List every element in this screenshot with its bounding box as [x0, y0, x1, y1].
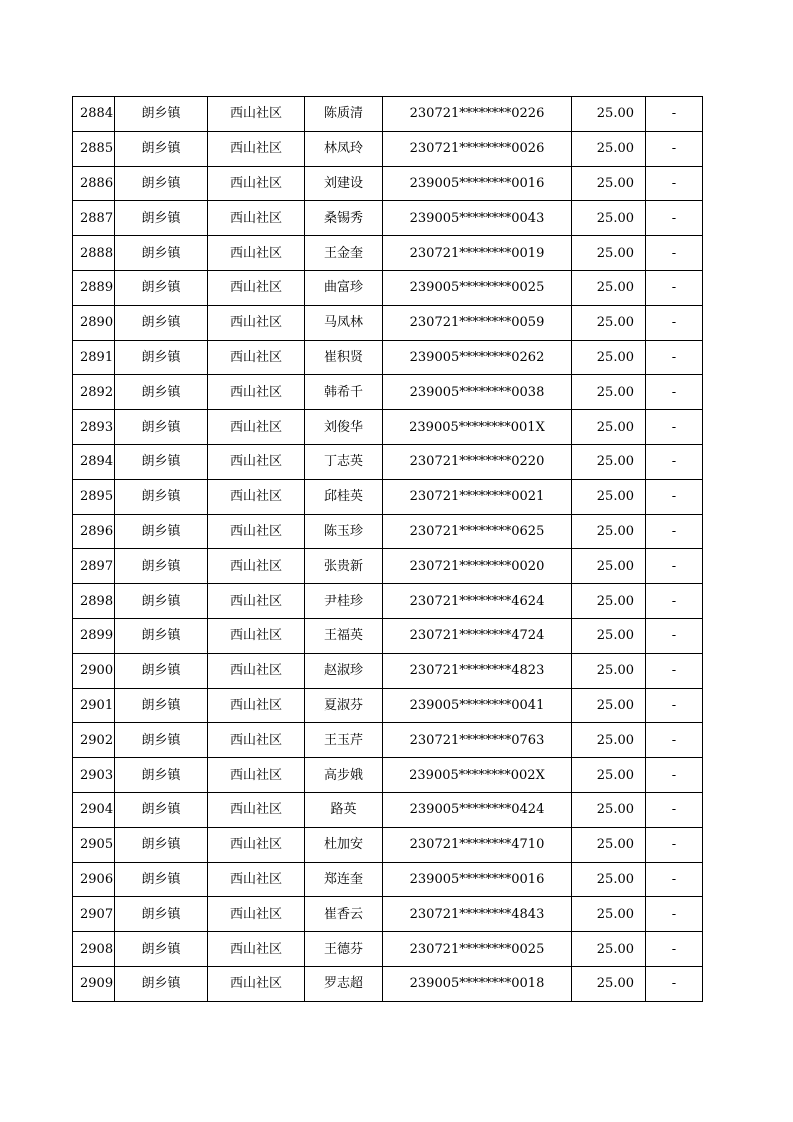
cell-id-number: 230721********4823 — [383, 653, 572, 688]
cell-community: 西山社区 — [208, 549, 305, 584]
cell-town: 朗乡镇 — [115, 827, 208, 862]
cell-remark: - — [646, 584, 703, 619]
cell-remark: - — [646, 514, 703, 549]
cell-town: 朗乡镇 — [115, 688, 208, 723]
cell-amount: 25.00 — [572, 305, 646, 340]
table-row — [73, 444, 703, 479]
cell-serial-number: 2891 — [73, 340, 115, 375]
cell-person-name: 马凤林 — [305, 305, 383, 340]
cell-serial-number: 2902 — [73, 723, 115, 758]
cell-person-name: 崔香云 — [305, 897, 383, 932]
cell-amount: 25.00 — [572, 131, 646, 166]
cell-person-name: 夏淑芬 — [305, 688, 383, 723]
cell-town: 朗乡镇 — [115, 514, 208, 549]
cell-community: 西山社区 — [208, 410, 305, 445]
cell-remark: - — [646, 97, 703, 132]
cell-community: 西山社区 — [208, 792, 305, 827]
cell-id-number: 230721********0026 — [383, 131, 572, 166]
cell-amount: 25.00 — [572, 792, 646, 827]
roster-table — [72, 96, 703, 1002]
cell-id-number: 239005********002X — [383, 758, 572, 793]
cell-person-name: 桑锡秀 — [305, 201, 383, 236]
cell-community: 西山社区 — [208, 340, 305, 375]
cell-person-name: 王金奎 — [305, 236, 383, 271]
cell-community: 西山社区 — [208, 270, 305, 305]
table-row — [73, 270, 703, 305]
cell-person-name: 高步娥 — [305, 758, 383, 793]
cell-amount: 25.00 — [572, 201, 646, 236]
cell-person-name: 王玉芹 — [305, 723, 383, 758]
cell-id-number: 230721********0019 — [383, 236, 572, 271]
cell-community: 西山社区 — [208, 688, 305, 723]
table-row — [73, 792, 703, 827]
cell-town: 朗乡镇 — [115, 97, 208, 132]
cell-community: 西山社区 — [208, 201, 305, 236]
cell-person-name: 韩希千 — [305, 375, 383, 410]
cell-amount: 25.00 — [572, 340, 646, 375]
cell-community: 西山社区 — [208, 305, 305, 340]
cell-remark: - — [646, 653, 703, 688]
cell-serial-number: 2889 — [73, 270, 115, 305]
cell-town: 朗乡镇 — [115, 131, 208, 166]
cell-id-number: 239005********0025 — [383, 270, 572, 305]
cell-town: 朗乡镇 — [115, 966, 208, 1001]
table-row — [73, 549, 703, 584]
cell-person-name: 丁志英 — [305, 444, 383, 479]
cell-community: 西山社区 — [208, 514, 305, 549]
cell-serial-number: 2888 — [73, 236, 115, 271]
table-row — [73, 375, 703, 410]
cell-amount: 25.00 — [572, 618, 646, 653]
cell-serial-number: 2885 — [73, 131, 115, 166]
cell-id-number: 230721********0220 — [383, 444, 572, 479]
cell-person-name: 杜加安 — [305, 827, 383, 862]
cell-person-name: 崔积贤 — [305, 340, 383, 375]
cell-community: 西山社区 — [208, 584, 305, 619]
cell-person-name: 王德芬 — [305, 932, 383, 967]
cell-remark: - — [646, 862, 703, 897]
cell-community: 西山社区 — [208, 827, 305, 862]
cell-person-name: 罗志超 — [305, 966, 383, 1001]
cell-town: 朗乡镇 — [115, 444, 208, 479]
cell-town: 朗乡镇 — [115, 201, 208, 236]
cell-serial-number: 2893 — [73, 410, 115, 445]
cell-person-name: 刘建设 — [305, 166, 383, 201]
cell-town: 朗乡镇 — [115, 618, 208, 653]
cell-community: 西山社区 — [208, 444, 305, 479]
table-row — [73, 305, 703, 340]
table-row — [73, 758, 703, 793]
cell-remark: - — [646, 827, 703, 862]
cell-remark: - — [646, 723, 703, 758]
cell-community: 西山社区 — [208, 618, 305, 653]
cell-serial-number: 2895 — [73, 479, 115, 514]
cell-community: 西山社区 — [208, 97, 305, 132]
table-row — [73, 514, 703, 549]
cell-person-name: 刘俊华 — [305, 410, 383, 445]
cell-amount: 25.00 — [572, 444, 646, 479]
cell-community: 西山社区 — [208, 653, 305, 688]
table-row — [73, 966, 703, 1001]
cell-amount: 25.00 — [572, 410, 646, 445]
cell-amount: 25.00 — [572, 758, 646, 793]
cell-town: 朗乡镇 — [115, 479, 208, 514]
cell-community: 西山社区 — [208, 375, 305, 410]
cell-remark: - — [646, 792, 703, 827]
cell-id-number: 239005********0016 — [383, 862, 572, 897]
cell-amount: 25.00 — [572, 549, 646, 584]
table-row — [73, 897, 703, 932]
cell-town: 朗乡镇 — [115, 410, 208, 445]
cell-serial-number: 2892 — [73, 375, 115, 410]
cell-serial-number: 2897 — [73, 549, 115, 584]
cell-remark: - — [646, 618, 703, 653]
cell-town: 朗乡镇 — [115, 305, 208, 340]
table-row — [73, 131, 703, 166]
cell-id-number: 230721********4843 — [383, 897, 572, 932]
cell-id-number: 230721********0763 — [383, 723, 572, 758]
cell-town: 朗乡镇 — [115, 792, 208, 827]
table-row — [73, 932, 703, 967]
table-row — [73, 166, 703, 201]
cell-id-number: 230721********4624 — [383, 584, 572, 619]
cell-remark: - — [646, 897, 703, 932]
cell-id-number: 230721********0025 — [383, 932, 572, 967]
cell-remark: - — [646, 410, 703, 445]
cell-remark: - — [646, 444, 703, 479]
cell-amount: 25.00 — [572, 723, 646, 758]
cell-town: 朗乡镇 — [115, 270, 208, 305]
cell-id-number: 239005********0424 — [383, 792, 572, 827]
table-row — [73, 862, 703, 897]
table-row — [73, 410, 703, 445]
table-row — [73, 723, 703, 758]
cell-amount: 25.00 — [572, 584, 646, 619]
cell-serial-number: 2896 — [73, 514, 115, 549]
cell-town: 朗乡镇 — [115, 653, 208, 688]
cell-remark: - — [646, 166, 703, 201]
cell-serial-number: 2908 — [73, 932, 115, 967]
cell-id-number: 230721********0021 — [383, 479, 572, 514]
cell-id-number: 230721********0226 — [383, 97, 572, 132]
cell-remark: - — [646, 932, 703, 967]
cell-person-name: 陈玉珍 — [305, 514, 383, 549]
cell-remark: - — [646, 966, 703, 1001]
cell-amount: 25.00 — [572, 966, 646, 1001]
cell-id-number: 230721********4724 — [383, 618, 572, 653]
cell-id-number: 239005********0043 — [383, 201, 572, 236]
table-row — [73, 688, 703, 723]
cell-amount: 25.00 — [572, 932, 646, 967]
table-row — [73, 827, 703, 862]
cell-id-number: 230721********0020 — [383, 549, 572, 584]
table-row — [73, 479, 703, 514]
cell-remark: - — [646, 305, 703, 340]
cell-town: 朗乡镇 — [115, 758, 208, 793]
cell-id-number: 239005********0038 — [383, 375, 572, 410]
cell-community: 西山社区 — [208, 758, 305, 793]
cell-community: 西山社区 — [208, 166, 305, 201]
cell-town: 朗乡镇 — [115, 897, 208, 932]
cell-person-name: 尹桂珍 — [305, 584, 383, 619]
table-row — [73, 618, 703, 653]
cell-id-number: 239005********001X — [383, 410, 572, 445]
cell-town: 朗乡镇 — [115, 932, 208, 967]
cell-town: 朗乡镇 — [115, 584, 208, 619]
cell-amount: 25.00 — [572, 862, 646, 897]
cell-remark: - — [646, 270, 703, 305]
cell-serial-number: 2890 — [73, 305, 115, 340]
cell-community: 西山社区 — [208, 932, 305, 967]
cell-remark: - — [646, 131, 703, 166]
cell-town: 朗乡镇 — [115, 166, 208, 201]
cell-person-name: 陈质清 — [305, 97, 383, 132]
cell-id-number: 239005********0018 — [383, 966, 572, 1001]
cell-person-name: 王福英 — [305, 618, 383, 653]
cell-town: 朗乡镇 — [115, 862, 208, 897]
cell-remark: - — [646, 375, 703, 410]
cell-serial-number: 2903 — [73, 758, 115, 793]
cell-amount: 25.00 — [572, 688, 646, 723]
cell-serial-number: 2886 — [73, 166, 115, 201]
cell-remark: - — [646, 688, 703, 723]
cell-serial-number: 2907 — [73, 897, 115, 932]
cell-amount: 25.00 — [572, 97, 646, 132]
cell-person-name: 曲富珍 — [305, 270, 383, 305]
cell-serial-number: 2906 — [73, 862, 115, 897]
cell-person-name: 林凤玲 — [305, 131, 383, 166]
cell-remark: - — [646, 201, 703, 236]
cell-person-name: 邱桂英 — [305, 479, 383, 514]
cell-amount: 25.00 — [572, 166, 646, 201]
cell-remark: - — [646, 479, 703, 514]
cell-serial-number: 2887 — [73, 201, 115, 236]
cell-serial-number: 2884 — [73, 97, 115, 132]
cell-person-name: 赵淑珍 — [305, 653, 383, 688]
cell-amount: 25.00 — [572, 375, 646, 410]
cell-id-number: 230721********4710 — [383, 827, 572, 862]
cell-serial-number: 2898 — [73, 584, 115, 619]
cell-town: 朗乡镇 — [115, 340, 208, 375]
cell-amount: 25.00 — [572, 897, 646, 932]
cell-id-number: 239005********0041 — [383, 688, 572, 723]
cell-id-number: 239005********0262 — [383, 340, 572, 375]
cell-remark: - — [646, 758, 703, 793]
table-row — [73, 584, 703, 619]
cell-id-number: 230721********0625 — [383, 514, 572, 549]
cell-id-number: 230721********0059 — [383, 305, 572, 340]
table-row — [73, 236, 703, 271]
roster-body — [73, 97, 703, 1002]
table-row — [73, 97, 703, 132]
cell-town: 朗乡镇 — [115, 723, 208, 758]
cell-town: 朗乡镇 — [115, 236, 208, 271]
cell-amount: 25.00 — [572, 653, 646, 688]
cell-amount: 25.00 — [572, 514, 646, 549]
cell-serial-number: 2900 — [73, 653, 115, 688]
cell-amount: 25.00 — [572, 479, 646, 514]
cell-serial-number: 2909 — [73, 966, 115, 1001]
cell-serial-number: 2899 — [73, 618, 115, 653]
cell-person-name: 路英 — [305, 792, 383, 827]
cell-community: 西山社区 — [208, 479, 305, 514]
cell-community: 西山社区 — [208, 966, 305, 1001]
cell-remark: - — [646, 340, 703, 375]
cell-community: 西山社区 — [208, 862, 305, 897]
cell-person-name: 张贵新 — [305, 549, 383, 584]
cell-amount: 25.00 — [572, 270, 646, 305]
cell-serial-number: 2905 — [73, 827, 115, 862]
cell-remark: - — [646, 236, 703, 271]
cell-amount: 25.00 — [572, 236, 646, 271]
cell-serial-number: 2894 — [73, 444, 115, 479]
cell-town: 朗乡镇 — [115, 549, 208, 584]
cell-remark: - — [646, 549, 703, 584]
table-row — [73, 340, 703, 375]
table-row — [73, 653, 703, 688]
cell-community: 西山社区 — [208, 236, 305, 271]
cell-id-number: 239005********0016 — [383, 166, 572, 201]
cell-serial-number: 2904 — [73, 792, 115, 827]
table-row — [73, 201, 703, 236]
cell-serial-number: 2901 — [73, 688, 115, 723]
cell-person-name: 郑连奎 — [305, 862, 383, 897]
cell-community: 西山社区 — [208, 897, 305, 932]
cell-amount: 25.00 — [572, 827, 646, 862]
cell-community: 西山社区 — [208, 131, 305, 166]
cell-community: 西山社区 — [208, 723, 305, 758]
cell-town: 朗乡镇 — [115, 375, 208, 410]
